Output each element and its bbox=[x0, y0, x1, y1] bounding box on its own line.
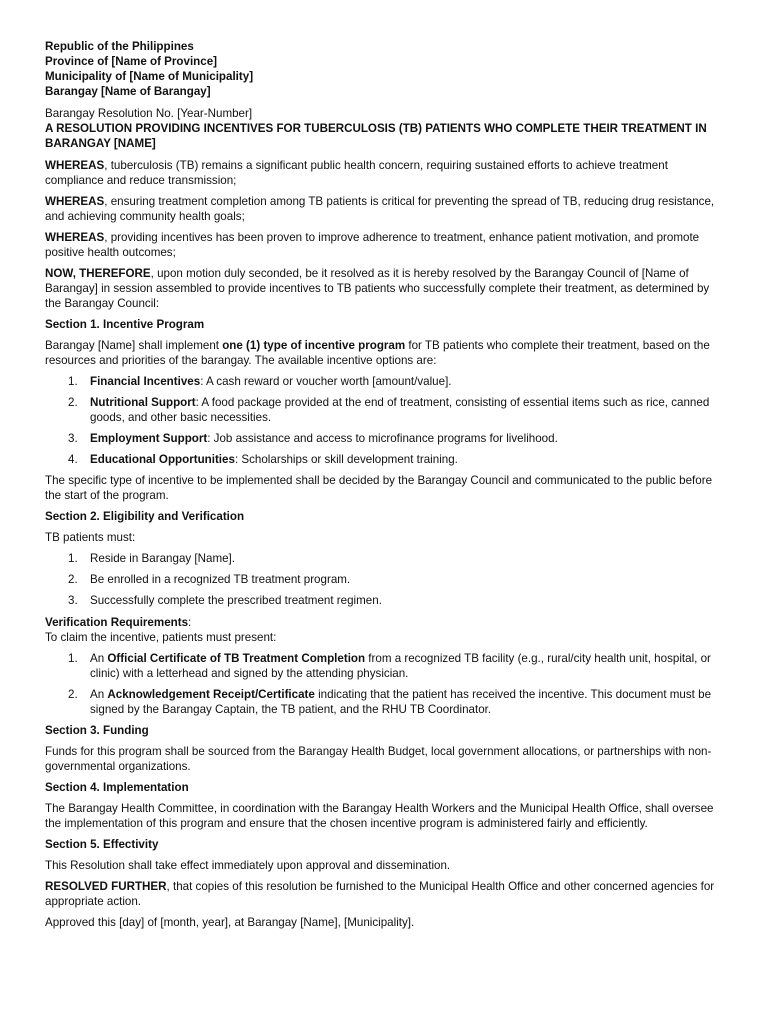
list-number: 3. bbox=[68, 594, 78, 607]
list-item bbox=[45, 651, 725, 681]
list-item bbox=[45, 395, 725, 425]
approval-line: Approved this [day] of [month, year], at Barangay [Name], [Municipality]. bbox=[45, 916, 415, 929]
incentive-options-list bbox=[45, 374, 725, 467]
list-number: 1. bbox=[68, 375, 78, 388]
section-3-heading: Section 3. Funding bbox=[45, 724, 149, 737]
item-title: Official Certificate of TB Treatment Completion bbox=[107, 652, 366, 665]
verification-intro: To claim the incentive, patients must present: bbox=[45, 631, 277, 644]
item-title: Educational Opportunities bbox=[90, 453, 235, 466]
list-item bbox=[45, 593, 725, 608]
verification-list bbox=[45, 651, 725, 717]
clause-lead: NOW, THEREFORE bbox=[45, 267, 151, 280]
list-item bbox=[45, 374, 725, 389]
list-item bbox=[45, 431, 725, 446]
header-barangay: Barangay [Name of Barangay] bbox=[45, 85, 211, 98]
whereas-clause-3 bbox=[45, 230, 725, 260]
section-4-heading: Section 4. Implementation bbox=[45, 781, 189, 794]
verification-block bbox=[45, 615, 725, 645]
list-item bbox=[45, 687, 725, 717]
section-2-heading: Section 2. Eligibility and Verification bbox=[45, 510, 245, 523]
list-number: 3. bbox=[68, 432, 78, 445]
item-text: Be enrolled in a recognized TB treatment program. bbox=[90, 573, 351, 586]
list-item bbox=[45, 551, 725, 566]
item-text: : A food package provided at the end of treatment, consisting of essential items such as rice, canned goods, and other basic necessities. bbox=[90, 396, 710, 424]
item-title: Acknowledgement Receipt/Certificate bbox=[107, 688, 315, 701]
intro-text: for TB patients who complete their treatment, based on the resources and priorities of the barangay. The available incentive options are: bbox=[45, 339, 710, 367]
letterhead bbox=[45, 39, 725, 99]
whereas-clause-2 bbox=[45, 194, 725, 224]
clause-text: , upon motion duly seconded, be it resolved as it is hereby resolved by the Barangay Council of [Name of Barangay] in session assembled to provide incentives to TB patients who successfully complete their treatment, as determined by the Barangay Council: bbox=[45, 267, 710, 310]
item-title: Employment Support bbox=[90, 432, 208, 445]
item-text: from a recognized TB facility (e.g., rural/city health unit, hospital, or clinic) with a letterhead and signed by the attending physician. bbox=[90, 652, 711, 680]
verification-heading: Verification Requirements bbox=[45, 616, 189, 629]
list-number: 2. bbox=[68, 688, 78, 701]
section-1-heading: Section 1. Incentive Program bbox=[45, 318, 205, 331]
intro-emphasis: one (1) type of incentive program bbox=[222, 339, 406, 352]
item-text: : Job assistance and access to microfinance programs for livelihood. bbox=[207, 432, 558, 445]
intro-text: Barangay [Name] shall implement bbox=[45, 339, 223, 352]
clause-lead: WHEREAS bbox=[45, 159, 105, 172]
clause-lead: WHEREAS bbox=[45, 231, 105, 244]
list-number: 4. bbox=[68, 453, 78, 466]
section-5-heading: Section 5. Effectivity bbox=[45, 838, 159, 851]
resolution-title: A RESOLUTION PROVIDING INCENTIVES FOR TUBERCULOSIS (TB) PATIENTS WHO COMPLETE THEIR TREATMENT IN BARANGAY [NAME] bbox=[45, 122, 707, 150]
resolution-heading bbox=[45, 106, 725, 151]
header-country: Republic of the Philippines bbox=[45, 40, 194, 53]
eligibility-list bbox=[45, 551, 725, 608]
clause-text: , tuberculosis (TB) remains a significant public health concern, requiring sustained efforts to achieve treatment compliance and reduce transmission; bbox=[45, 159, 668, 187]
item-text: : Scholarships or skill development training. bbox=[234, 453, 458, 466]
section-5-text: This Resolution shall take effect immediately upon approval and dissemination. bbox=[45, 859, 451, 872]
resolved-further-clause bbox=[45, 879, 725, 909]
list-number: 1. bbox=[68, 652, 78, 665]
clause-lead: WHEREAS bbox=[45, 195, 105, 208]
section-4-text: The Barangay Health Committee, in coordination with the Barangay Health Workers and the Municipal Health Office, shall oversee the implementation of this program and ensure that the chosen incentive program is administered fairly and efficiently. bbox=[45, 802, 714, 830]
item-prefix: An bbox=[90, 652, 108, 665]
clause-text: , ensuring treatment completion among TB patients is critical for preventing the spread of TB, reducing drug resistance, and achieving community health goals; bbox=[45, 195, 715, 223]
header-municipality: Municipality of [Name of Municipality] bbox=[45, 70, 254, 83]
list-item bbox=[45, 572, 725, 587]
section-2-intro: TB patients must: bbox=[45, 531, 136, 544]
item-text: : A cash reward or voucher worth [amount/value]. bbox=[200, 375, 452, 388]
verification-colon: : bbox=[188, 616, 192, 629]
item-text: indicating that the patient has received the incentive. This document must be signed by the Barangay Captain, the TB patient, and the RHU TB Coordinator. bbox=[90, 688, 712, 716]
section-3-text: Funds for this program shall be sourced from the Barangay Health Budget, local government allocations, or partnerships with non-governmental organizations. bbox=[45, 745, 712, 773]
item-prefix: An bbox=[90, 688, 108, 701]
item-text: Successfully complete the prescribed treatment regimen. bbox=[90, 594, 382, 607]
clause-text: , providing incentives has been proven to improve adherence to treatment, enhance patient motivation, and promote positive health outcomes; bbox=[45, 231, 700, 259]
list-number: 1. bbox=[68, 552, 78, 565]
clause-text: , that copies of this resolution be furnished to the Municipal Health Office and other concerned agencies for appropriate action. bbox=[45, 880, 715, 908]
clause-lead: RESOLVED FURTHER bbox=[45, 880, 167, 893]
item-text: Reside in Barangay [Name]. bbox=[90, 552, 235, 565]
now-therefore-clause bbox=[45, 266, 725, 311]
resolution-number: Barangay Resolution No. [Year-Number] bbox=[45, 107, 253, 120]
section-1-intro bbox=[45, 338, 725, 368]
list-number: 2. bbox=[68, 396, 78, 409]
whereas-clause-1 bbox=[45, 158, 725, 188]
section-1-closing: The specific type of incentive to be implemented shall be decided by the Barangay Council and communicated to the public before the start of the program. bbox=[45, 474, 713, 502]
list-number: 2. bbox=[68, 573, 78, 586]
document-page bbox=[45, 39, 725, 936]
header-province: Province of [Name of Province] bbox=[45, 55, 218, 68]
item-title: Financial Incentives bbox=[90, 375, 201, 388]
list-item bbox=[45, 452, 725, 467]
item-title: Nutritional Support bbox=[90, 396, 196, 409]
